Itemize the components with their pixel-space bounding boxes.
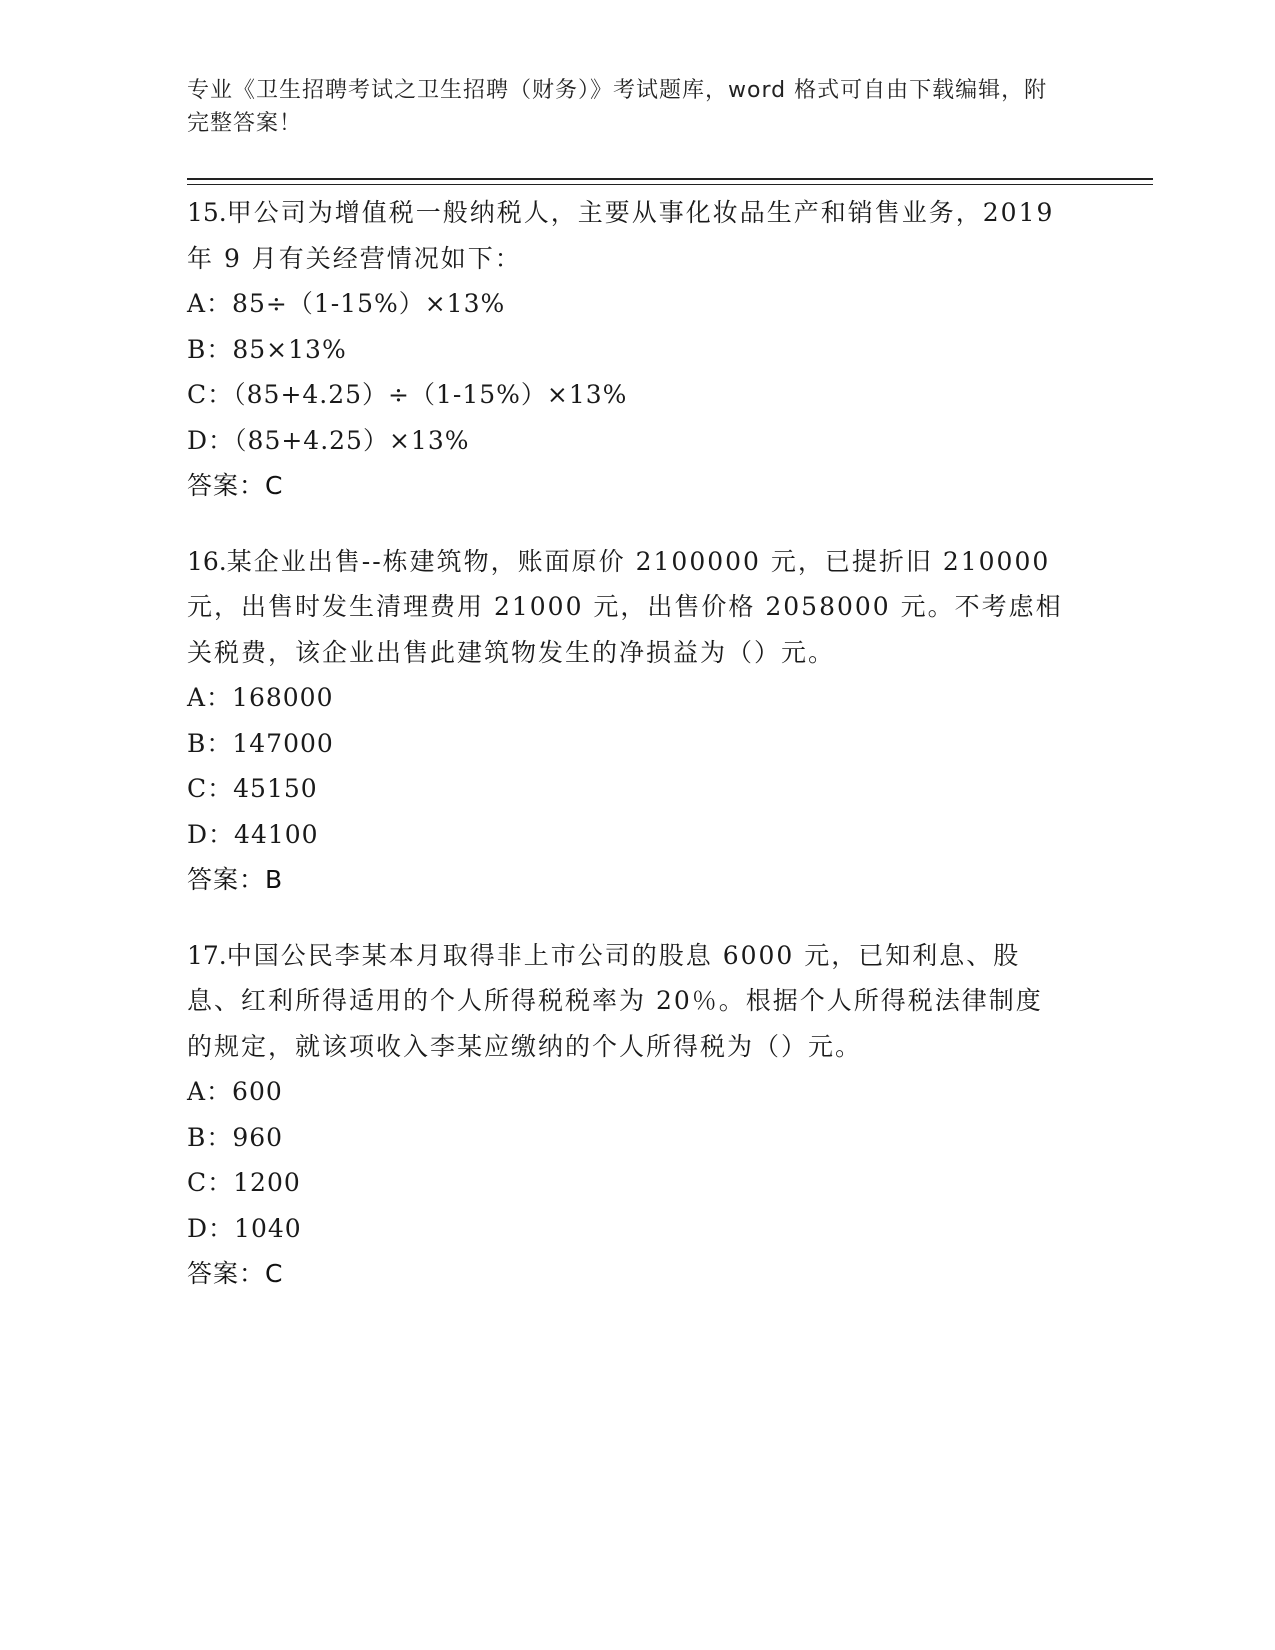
- option-c: C：1200: [187, 1168, 301, 1197]
- option-a: A：168000: [187, 683, 334, 712]
- answer-line: 答案：B: [187, 865, 284, 894]
- option-d: D：44100: [187, 819, 319, 849]
- document-header: [187, 74, 1067, 140]
- answer-line: 答案：C: [187, 1259, 284, 1288]
- question-17: [187, 933, 1067, 1297]
- question-16: [187, 539, 1067, 903]
- question-number: 16.: [187, 546, 227, 576]
- question-number: 17.: [187, 940, 227, 970]
- question-stem: [187, 539, 1067, 676]
- option-a: A：600: [187, 1077, 283, 1106]
- option-d: D：（85+4.25）×13%: [187, 425, 470, 455]
- option-b: B：960: [187, 1122, 284, 1152]
- question-number: 15.: [187, 198, 227, 227]
- question-text: 某企业出售--栋建筑物，账面原价 2100000 元，已提折旧 210000 元，出售时发生清理费用 21000 元，出售价格 2058000 元。不考虑相关税费，该企业出售此建筑物发生的净损益为（）元。: [187, 546, 1063, 667]
- question-stem: [187, 933, 1067, 1070]
- question-text: 中国公民李某本月取得非上市公司的股息 6000 元，已知利息、股息、红利所得适用的个人所得税税率为 20％。根据个人所得税法律制度的规定，就该项收入李某应缴纳的个人所得税为（）元。: [187, 940, 1043, 1061]
- question-stem: [187, 190, 1067, 281]
- header-divider-bottom: [187, 184, 1153, 185]
- question-list: [187, 190, 1067, 1327]
- option-d: D：1040: [187, 1213, 302, 1243]
- option-b: B：85×13%: [187, 334, 347, 364]
- option-b: B：147000: [187, 728, 334, 758]
- option-c: C：45150: [187, 774, 318, 803]
- answer-line: 答案：C: [187, 471, 284, 500]
- question-15: [187, 190, 1067, 509]
- question-text: 甲公司为增值税一般纳税人，主要从事化妆品生产和销售业务，2019 年 9 月有关经营情况如下：: [187, 198, 1055, 273]
- option-a: A：85÷（1-15%）×13%: [187, 289, 506, 318]
- option-c: C：（85+4.25）÷（1-15%）×13%: [187, 380, 628, 409]
- header-divider-top: [187, 178, 1153, 180]
- header-text: 专业《卫生招聘考试之卫生招聘（财务）》考试题库，word 格式可自由下载编辑，附完整答案！: [187, 78, 1048, 136]
